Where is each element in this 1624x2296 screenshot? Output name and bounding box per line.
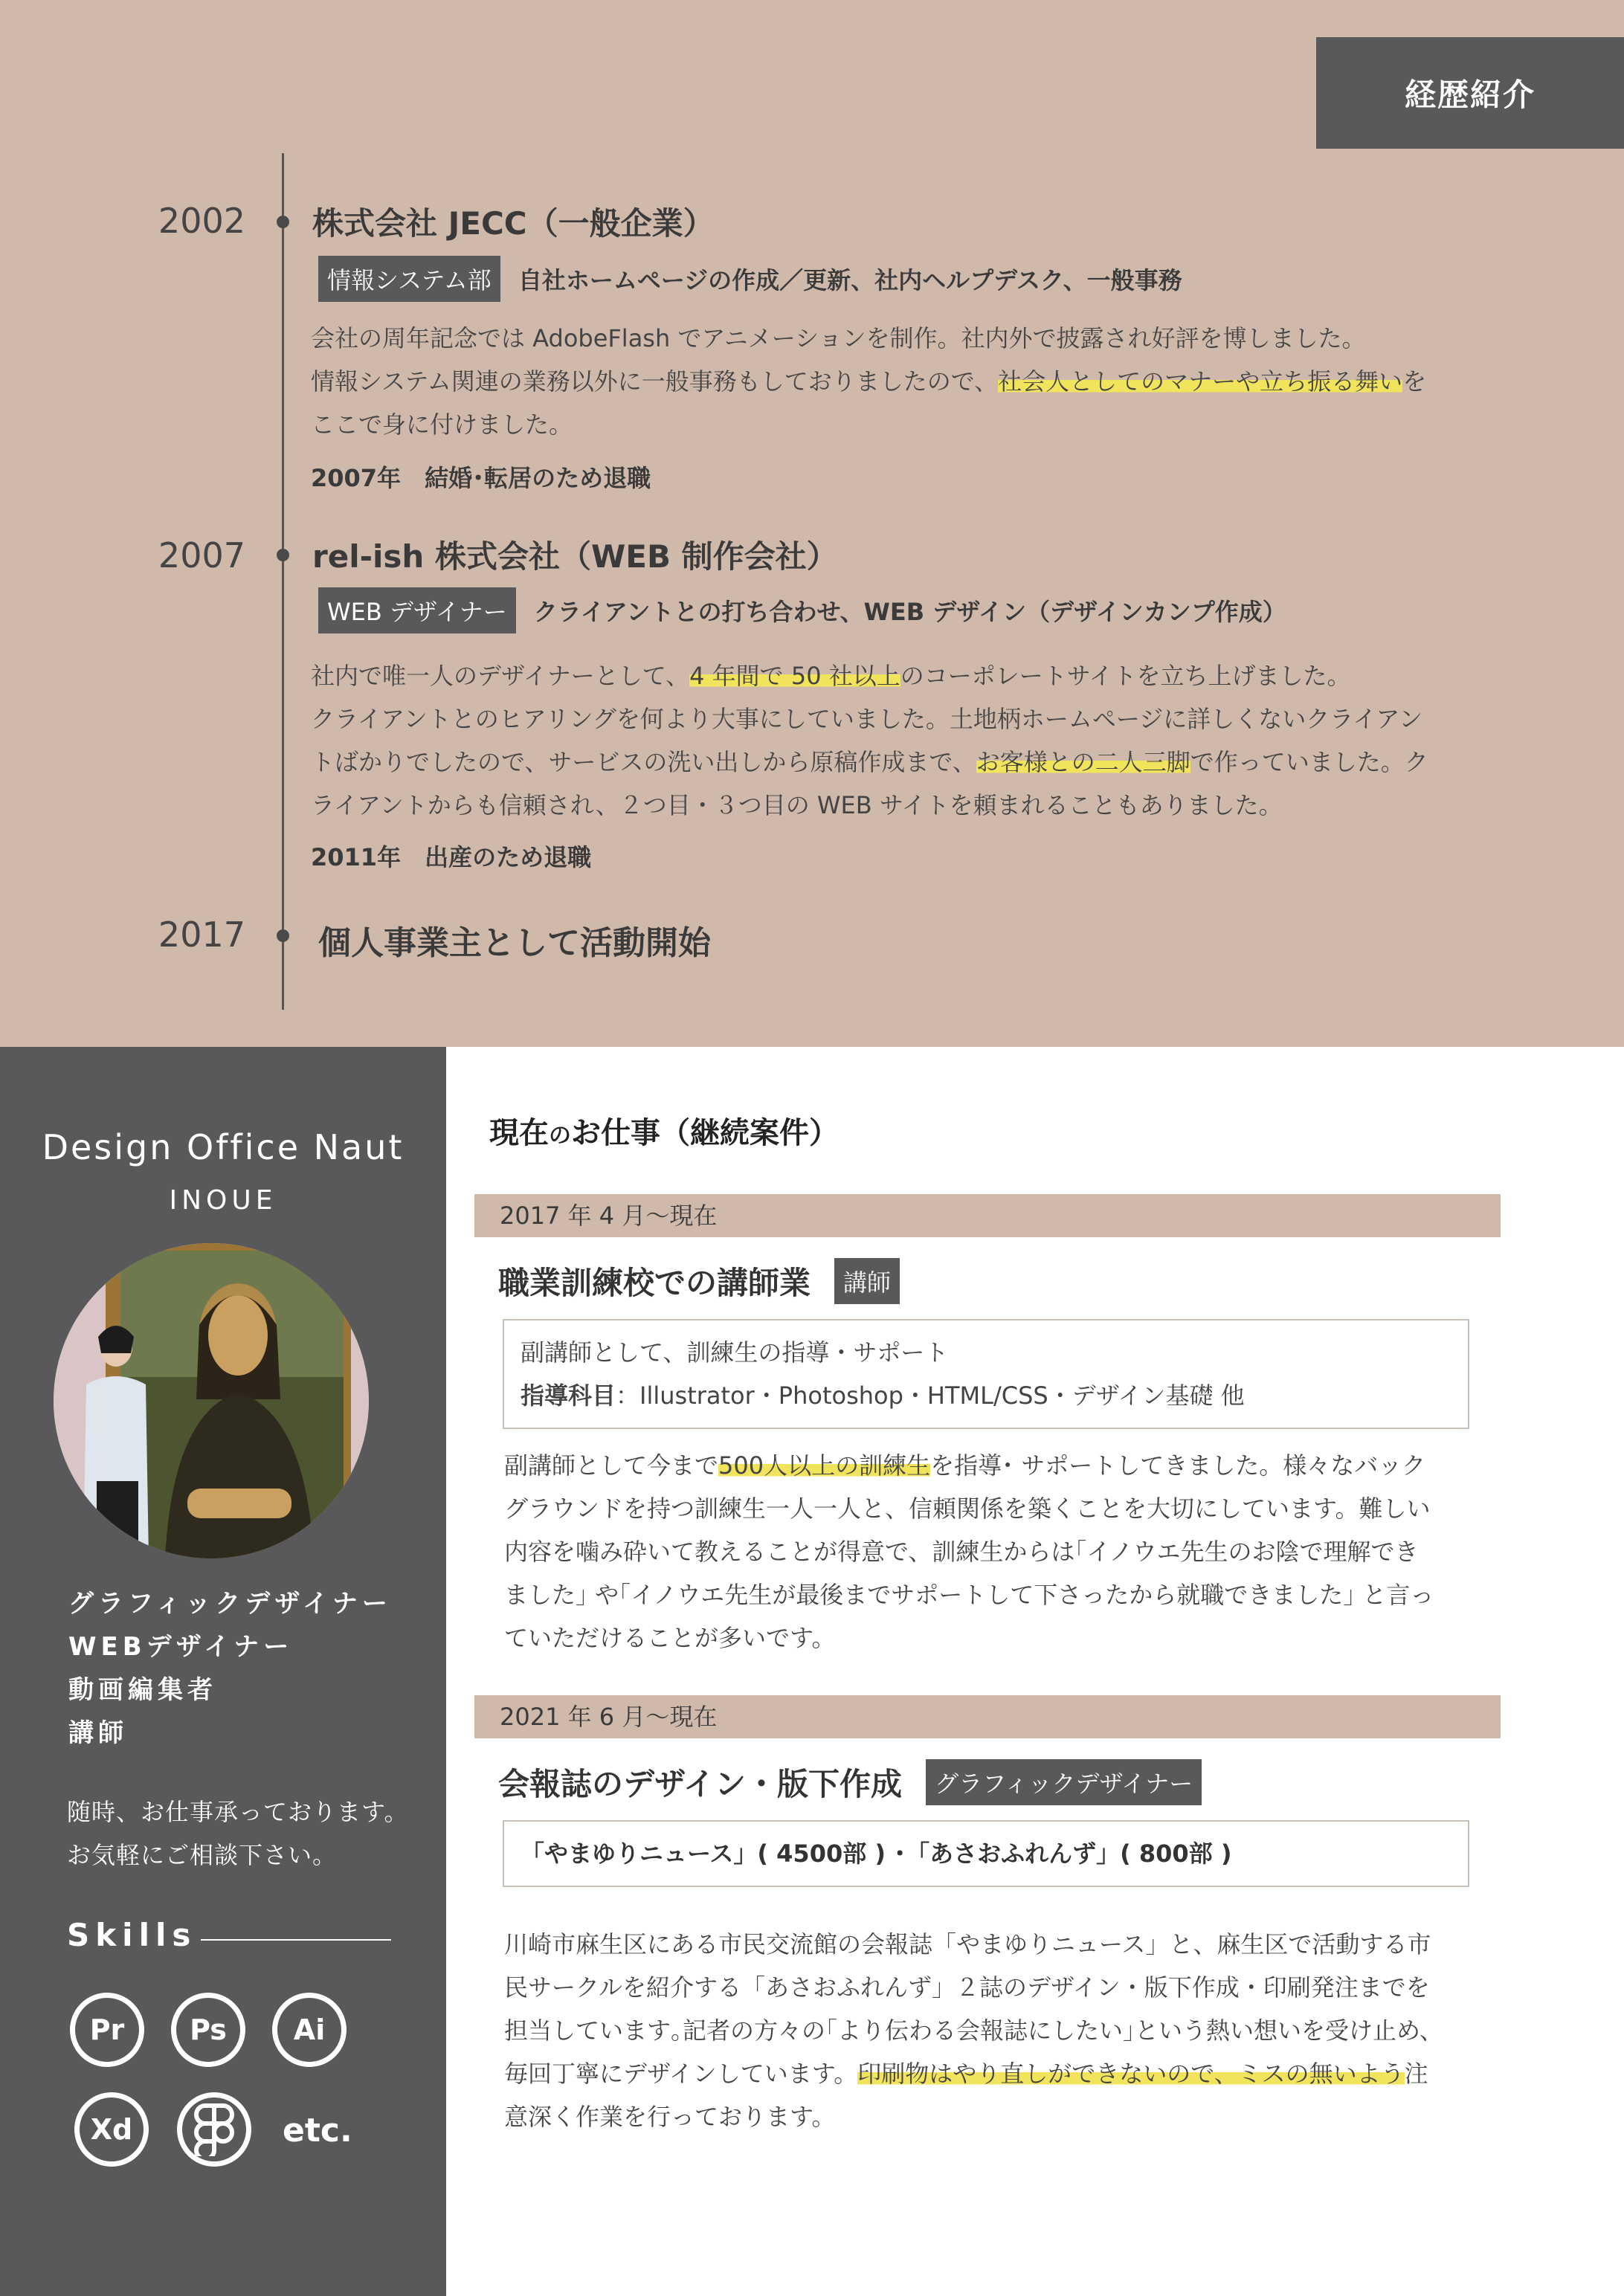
highlight: お客様との二人三脚 [976, 748, 1190, 776]
summary-text: ：Illustrator・Photoshop・HTML/CSS・デザイン基礎 他 [616, 1381, 1245, 1410]
dept-tag: 情報システム部 [318, 256, 500, 302]
role-item: グラフィックデザイナー [68, 1589, 392, 1619]
timeline-year: 2017 [158, 915, 245, 955]
skills-etc: etc. [283, 2112, 352, 2150]
role-item: WEBデザイナー [68, 1632, 294, 1662]
summary-line: 副講師として、訓練生の指導・サポート [521, 1338, 949, 1367]
para-line: 川崎市麻生区にある市民交流館の会報誌「やまゆりニュース」と、麻生区で活動する市 [504, 1930, 1431, 1958]
para-line: ました｣ や｢イノウエ先生が最後までサポートして下さったから就職できました｣ と言っ [504, 1581, 1434, 1609]
retire-note: 2007年 結婚･転居のため退職 [311, 464, 651, 492]
dept-tag: WEB デザイナー [318, 587, 516, 633]
job-tag: グラフィックデザイナー [926, 1759, 1202, 1805]
job-period: 2021 年 6 月～現在 [474, 1695, 1501, 1738]
text: 情報システム関連の業務以外に一般事務もしておりましたので、 [311, 367, 999, 396]
role-row [318, 256, 1182, 302]
figma-glyph [193, 2103, 235, 2156]
person-name: INOUE [169, 1185, 277, 1216]
company-name: 株式会社 JECC（一般企業） [312, 205, 715, 242]
section-title: 経歴紹介 [1316, 37, 1624, 149]
skills-heading: Skills [67, 1917, 197, 1953]
summary-line [521, 1374, 1451, 1417]
text: を指導･ サポートしてきました。様々なバック [930, 1451, 1426, 1480]
job-period: 2017 年 4 月～現在 [474, 1194, 1501, 1237]
skills-divider [201, 1939, 391, 1941]
highlight: 4 年間で 50 社以上 [689, 662, 900, 690]
career-section [0, 0, 1624, 1047]
role-list [68, 1582, 392, 1755]
timeline-line [282, 153, 284, 1010]
title-part: 現在 [489, 1116, 549, 1150]
text: 注 [1404, 2060, 1428, 2088]
para-line: クライアントとのヒアリングを何より大事にしていました。土地柄ホームページに詳しくないクライアン [311, 705, 1423, 733]
para-line [311, 654, 1478, 697]
text: トばかりでしたので、サービスの洗い出しから原稿作成まで、 [311, 748, 976, 776]
career-description [311, 317, 1478, 446]
para-line: ていただけることが多いです。 [504, 1624, 836, 1652]
job-title: 職業訓練校での講師業 [498, 1265, 811, 1301]
company-name: rel-ish 株式会社（WEB 制作会社） [312, 538, 838, 575]
title-part: お仕事（継続案件） [571, 1116, 839, 1150]
career-description [311, 654, 1478, 827]
para-line: 意深く作業を行っております。 [504, 2103, 836, 2131]
text: で作っていました。ク [1190, 748, 1428, 776]
premiere-icon: Pr [70, 1993, 144, 2067]
para-line [311, 741, 1478, 784]
para-line [504, 1444, 1480, 1487]
illustrator-icon: Ai [272, 1993, 347, 2067]
availability-note [67, 1790, 408, 1877]
text: を [1402, 367, 1427, 396]
job-summary-box [503, 1319, 1469, 1429]
timeline-year: 2002 [158, 201, 245, 241]
para-line: 民サークルを紹介する「あさおふれんず」２誌のデザイン・版下作成・印刷発注までを [504, 1973, 1430, 2002]
job-heading [498, 1258, 900, 1304]
timeline-year: 2007 [158, 535, 245, 575]
text: 社内で唯一人のデザイナーとして、 [311, 662, 690, 690]
profile-photo [54, 1243, 369, 1558]
figma-icon [177, 2092, 251, 2167]
para-line: 担当しています｡記者の方々の｢より伝わる会報誌にしたい｣という熱い想いを受け止め、 [504, 2016, 1443, 2045]
timeline-dot [277, 929, 289, 942]
job-heading [498, 1759, 1202, 1805]
summary-line: 「やまゆりニュース」( 4500部 ) ･「あさおふれんず」( 800部 ) [521, 1839, 1232, 1868]
current-work-title [489, 1109, 839, 1152]
job-description [504, 1923, 1480, 2138]
profile-photo-illustration [54, 1243, 369, 1558]
job-description [504, 1444, 1480, 1660]
availability-line: お気軽にご相談下さい。 [67, 1841, 338, 1869]
para-line [311, 360, 1478, 403]
role-item: 動画編集者 [68, 1675, 217, 1705]
highlight: 印刷物はやり直しができないので、ミスの無いよう [857, 2060, 1405, 2088]
para-line: ライアントからも信頼され、２つ目・３つ目の WEB サイトを頼まれることもありました。 [311, 791, 1283, 819]
text: 毎回丁寧にデザインしています。 [504, 2060, 858, 2088]
title-part: の [549, 1123, 571, 1149]
xd-icon: Xd [74, 2092, 149, 2167]
job-title: 会報誌のデザイン・版下作成 [498, 1766, 903, 1802]
text: のコーポレートサイトを立ち上げました。 [900, 662, 1351, 690]
para-line: グラウンドを持つ訓練生一人一人と、信頼関係を築くことを大切にしています。難しい [504, 1494, 1431, 1523]
highlight: 社会人としてのマナーや立ち振る舞い [998, 367, 1403, 396]
highlight: 500人以上の訓練生 [718, 1451, 931, 1480]
company-name: 個人事業主として活動開始 [318, 924, 711, 962]
summary-label: 指導科目 [521, 1381, 616, 1410]
job-summary-box [503, 1820, 1469, 1887]
para-line [504, 2052, 1480, 2095]
duties: 自社ホームページの作成／更新、社内ヘルプデスク、一般事務 [518, 266, 1182, 294]
text: 副講師として今まで [504, 1451, 719, 1480]
role-row [318, 587, 1286, 633]
brand-name: Design Office Naut [42, 1127, 405, 1167]
duties: クライアントとの打ち合わせ、WEB デザイン（デザインカンプ作成） [533, 598, 1286, 626]
photoshop-icon: Ps [171, 1993, 245, 2067]
role-item: 講師 [68, 1718, 128, 1748]
availability-line: 随時、お仕事承っております。 [67, 1798, 409, 1826]
retire-note: 2011年 出産のため退職 [311, 843, 592, 871]
timeline-dot [277, 216, 289, 228]
para-line: 内容を噛み砕いて教えることが得意で、訓練生からは｢イノウエ先生のお陰で理解でき [504, 1538, 1419, 1566]
para-line: ここで身に付けました。 [311, 410, 573, 439]
job-tag: 講師 [834, 1258, 900, 1304]
para-line: 会社の周年記念では AdobeFlash でアニメーションを制作。社内外で披露され好評を博しました。 [311, 324, 1366, 352]
timeline-dot [277, 549, 289, 561]
